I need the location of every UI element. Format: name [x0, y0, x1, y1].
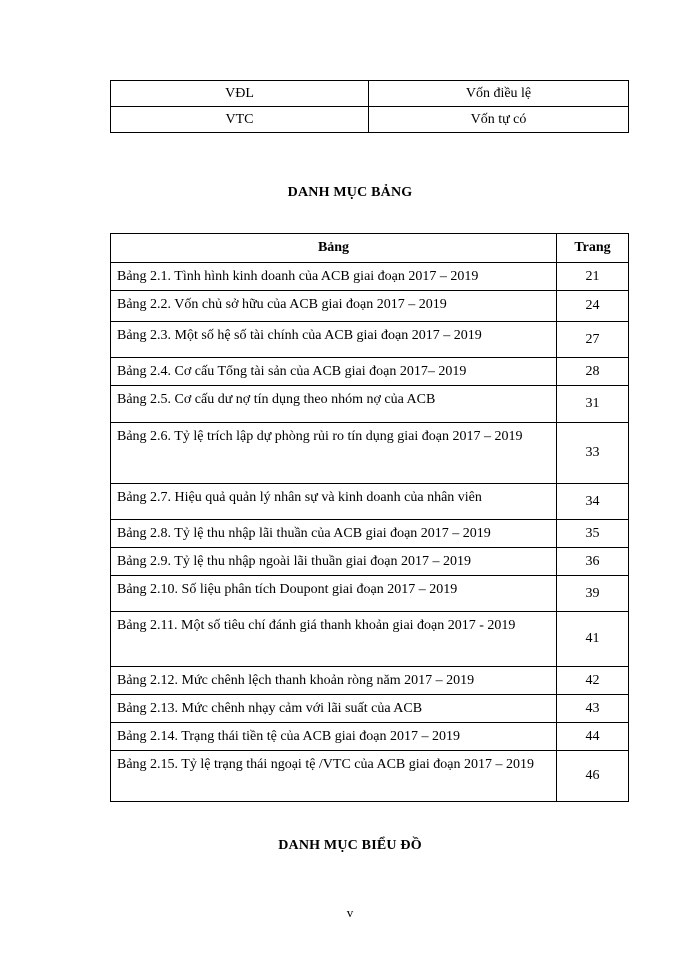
table-entry-title: Bảng 2.4. Cơ cấu Tổng tài sản của ACB giai đoạn 2017– 2019 [111, 358, 557, 386]
table-entry-title: Bảng 2.14. Trạng thái tiền tệ của ACB giai đoạn 2017 – 2019 [111, 723, 557, 751]
table-entry-page: 21 [557, 263, 629, 291]
table-entry-page: 42 [557, 667, 629, 695]
tables-list [110, 233, 629, 802]
table-entry-page: 39 [557, 576, 629, 612]
table-entry-title: Bảng 2.1. Tình hình kinh doanh của ACB giai đoạn 2017 – 2019 [111, 263, 557, 291]
table-entry-title: Bảng 2.15. Tỷ lệ trạng thái ngoại tệ /VTC của ACB giai đoạn 2017 – 2019 [111, 751, 557, 802]
table-entry-title: Bảng 2.5. Cơ cấu dư nợ tín dụng theo nhóm nợ của ACB [111, 386, 557, 423]
table-row [111, 548, 629, 576]
table-row [111, 576, 629, 612]
table-header-row [111, 234, 629, 263]
table-row [111, 107, 629, 133]
table-entry-title: Bảng 2.10. Số liệu phân tích Doupont giai đoạn 2017 – 2019 [111, 576, 557, 612]
table-row [111, 723, 629, 751]
table-row [111, 322, 629, 358]
table-row [111, 291, 629, 322]
table-entry-page: 41 [557, 612, 629, 667]
table-entry-page: 35 [557, 520, 629, 548]
table-entry-title: Bảng 2.11. Một số tiêu chí đánh giá thanh khoản giai đoạn 2017 - 2019 [111, 612, 557, 667]
page-number: v [346, 905, 354, 920]
table-row [111, 667, 629, 695]
abbr-cell: VĐL [111, 81, 369, 107]
table-row [111, 484, 629, 520]
table-entry-title: Bảng 2.13. Mức chênh nhạy cảm với lãi suất của ACB [111, 695, 557, 723]
meaning-cell: Vốn tự có [369, 107, 629, 133]
table-entry-title: Bảng 2.12. Mức chênh lệch thanh khoản ròng năm 2017 – 2019 [111, 667, 557, 695]
table-row [111, 358, 629, 386]
charts-section-title: DANH MỤC BIỂU ĐỒ [278, 838, 422, 853]
table-entry-page: 27 [557, 322, 629, 358]
table-entry-page: 34 [557, 484, 629, 520]
table-row [111, 81, 629, 107]
table-row [111, 386, 629, 423]
table-row [111, 751, 629, 802]
abbreviation-table [110, 80, 629, 133]
table-entry-page: 36 [557, 548, 629, 576]
table-entry-page: 31 [557, 386, 629, 423]
table-entry-page: 28 [557, 358, 629, 386]
header-name: Bảng [111, 234, 557, 263]
table-entry-title: Bảng 2.6. Tỷ lệ trích lập dự phòng rủi ro tín dụng giai đoạn 2017 – 2019 [111, 423, 557, 484]
header-page: Trang [557, 234, 629, 263]
table-row [111, 423, 629, 484]
table-row [111, 263, 629, 291]
table-entry-title: Bảng 2.2. Vốn chủ sở hữu của ACB giai đoạn 2017 – 2019 [111, 291, 557, 322]
table-entry-title: Bảng 2.9. Tỷ lệ thu nhập ngoài lãi thuần giai đoạn 2017 – 2019 [111, 548, 557, 576]
table-entry-title: Bảng 2.7. Hiệu quả quản lý nhân sự và kinh doanh của nhân viên [111, 484, 557, 520]
table-entry-title: Bảng 2.8. Tỷ lệ thu nhập lãi thuần của ACB giai đoạn 2017 – 2019 [111, 520, 557, 548]
table-entry-page: 46 [557, 751, 629, 802]
table-entry-page: 24 [557, 291, 629, 322]
table-row [111, 612, 629, 667]
table-entry-page: 43 [557, 695, 629, 723]
meaning-cell: Vốn điều lệ [369, 81, 629, 107]
table-row [111, 520, 629, 548]
abbr-cell: VTC [111, 107, 369, 133]
table-entry-title: Bảng 2.3. Một số hệ số tài chính của ACB giai đoạn 2017 – 2019 [111, 322, 557, 358]
tables-section-title: DANH MỤC BẢNG [287, 185, 413, 200]
table-entry-page: 33 [557, 423, 629, 484]
table-row [111, 695, 629, 723]
table-entry-page: 44 [557, 723, 629, 751]
